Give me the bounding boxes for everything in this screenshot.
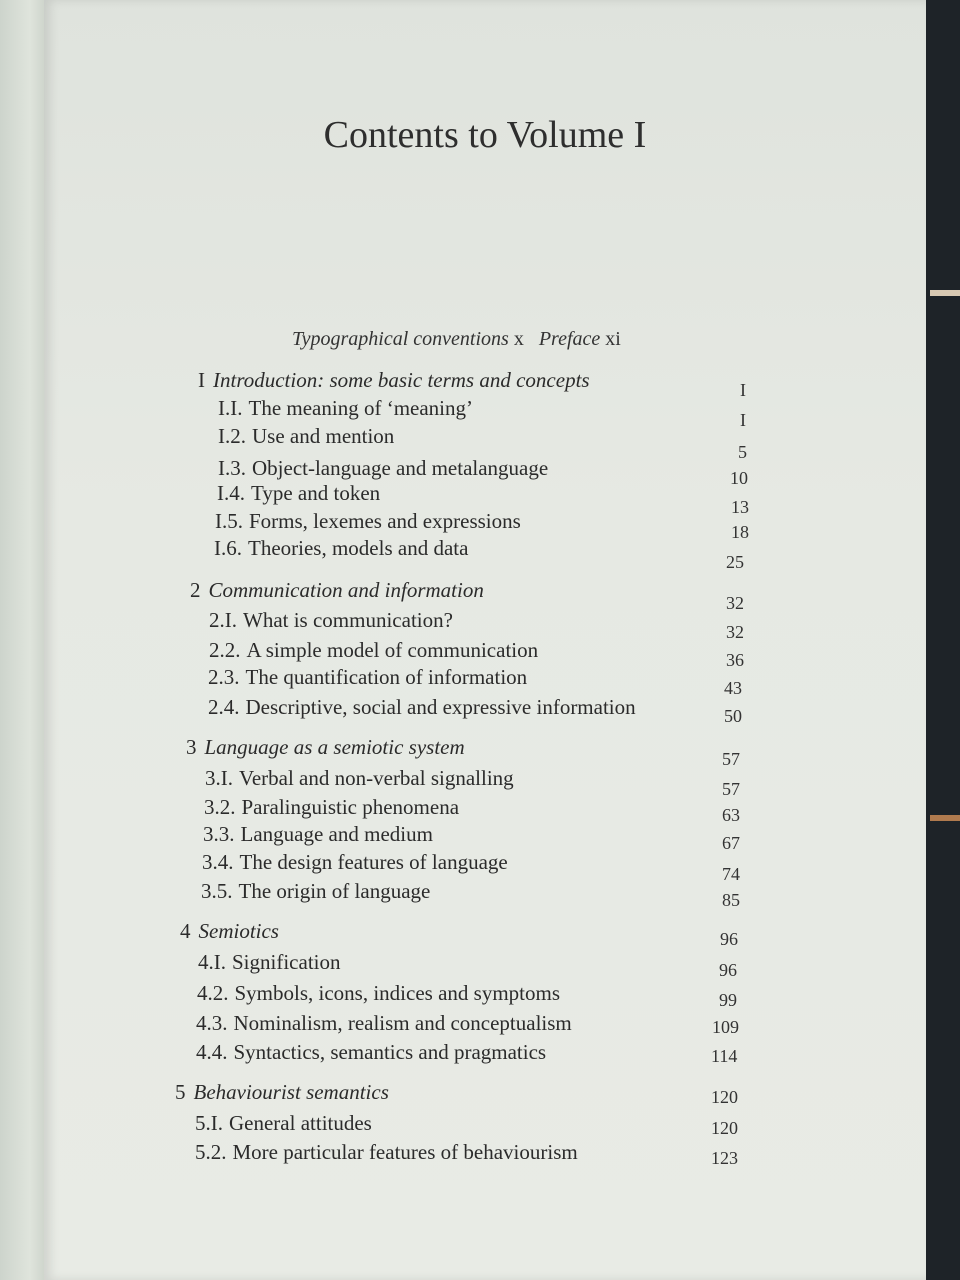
section-entry [205,766,514,790]
section-title: Paralinguistic phenomena [241,795,460,819]
section-number: I.4. [217,481,245,505]
section-page-number: I [740,410,746,430]
section-number: 2.2. [209,638,241,662]
section-page-number: 50 [724,706,742,726]
preface-page: xi [605,328,621,350]
section-number: I.5. [215,509,243,533]
section-number: I.3. [218,456,246,480]
section-entry [202,850,508,874]
section-number: 3.3. [203,822,235,846]
section-page-number: 114 [711,1046,738,1066]
section-entry [218,424,394,448]
chapter-heading [190,578,484,602]
section-entry [214,536,468,560]
section-title: Theories, models and data [248,536,469,560]
section-title: Object-language and metalanguage [252,456,549,480]
section-entry [197,981,560,1005]
section-page-number: 5 [738,442,747,462]
section-number: 3.5. [201,879,233,903]
chapter-heading [186,735,465,759]
section-number: 2.I. [209,608,237,632]
section-entry [195,1111,372,1135]
section-title: General attitudes [229,1111,372,1135]
section-title: Syntactics, semantics and pragmatics [233,1040,547,1064]
section-title: Language and medium [240,822,433,846]
chapter-number: 3 [186,735,197,759]
section-title: More particular features of behaviourism [232,1140,578,1164]
section-page-number: 120 [711,1118,738,1138]
section-number: 4.I. [198,950,226,974]
chapter-title: Introduction: some basic terms and concepts [213,368,590,392]
chapter-heading [198,368,590,392]
section-title: A simple model of communication [246,638,539,662]
section-number: 3.I. [205,766,233,790]
section-title: Forms, lexemes and expressions [249,509,521,533]
section-entry [196,1011,572,1035]
section-entry [215,509,521,533]
chapter-page-number: I [740,380,746,400]
section-title: Nominalism, realism and conceptualism [233,1011,572,1035]
section-number: 5.I. [195,1111,223,1135]
section-entry [196,1040,546,1064]
section-title: The design features of language [239,850,508,874]
section-page-number: 99 [719,990,737,1010]
chapter-title: Behaviourist semantics [193,1080,389,1104]
section-page-number: 123 [711,1148,738,1168]
chapter-number: 2 [190,578,201,602]
chapter-number: 4 [180,919,191,943]
chapter-title: Communication and information [208,578,484,602]
section-title: Symbols, icons, indices and symptoms [234,981,560,1005]
chapter-title: Language as a semiotic system [204,735,465,759]
section-entry [209,638,538,662]
chapter-heading [175,1080,389,1104]
section-number: 5.2. [195,1140,227,1164]
section-number: 4.3. [196,1011,228,1035]
section-number: 3.4. [202,850,234,874]
section-number: I.I. [218,396,243,420]
typographical-conventions-page: x [513,328,524,350]
section-entry [208,695,636,719]
chapter-number: I [198,368,205,392]
section-number: 4.2. [197,981,229,1005]
section-title: The origin of language [238,879,431,903]
section-entry [198,950,341,974]
section-title: The quantification of information [245,665,528,689]
section-title: Signification [232,950,341,974]
section-page-number: 10 [730,468,748,488]
section-page-number: 36 [726,650,744,670]
section-title: Descriptive, social and expressive information [245,695,636,719]
section-page-number: 32 [726,622,744,642]
section-entry [217,481,380,505]
section-number: 3.2. [204,795,236,819]
preface-label: Preface [538,328,601,350]
section-number: I.2. [218,424,246,448]
chapter-title: Semiotics [198,919,279,943]
section-title: Type and token [251,481,381,505]
section-entry [195,1140,578,1164]
section-number: I.6. [214,536,242,560]
section-entry [208,665,527,689]
section-page-number: 57 [722,779,740,799]
section-number: 2.3. [208,665,240,689]
section-entry [201,879,430,903]
section-number: 4.4. [196,1040,228,1064]
section-entry [203,822,433,846]
chapter-page-number: 32 [726,593,744,613]
section-title: What is communication? [243,608,453,632]
section-page-number: 18 [731,522,749,542]
section-entry [218,396,473,420]
chapter-page-number: 120 [711,1087,738,1107]
section-page-number: 67 [722,833,740,853]
section-page-number: 109 [712,1017,739,1037]
section-page-number: 63 [722,805,740,825]
section-title: Use and mention [252,424,395,448]
section-page-number: 96 [719,960,737,980]
section-page-number: 74 [722,864,740,884]
section-page-number: 25 [726,552,744,572]
section-entry [209,608,453,632]
section-page-number: 85 [722,890,740,910]
section-entry [204,795,459,819]
chapter-heading [180,919,279,943]
chapter-page-number: 96 [720,929,738,949]
page-title: Contents to Volume I [323,114,647,156]
chapter-page-number: 57 [722,749,740,769]
typographical-conventions-label: Typographical conventions [292,328,509,350]
section-entry [218,456,548,480]
section-title: The meaning of ‘meaning’ [248,396,473,420]
section-title: Verbal and non-verbal signalling [239,766,514,790]
section-page-number: 43 [724,678,742,698]
section-number: 2.4. [208,695,240,719]
chapter-number: 5 [175,1080,186,1104]
section-page-number: 13 [731,497,749,517]
